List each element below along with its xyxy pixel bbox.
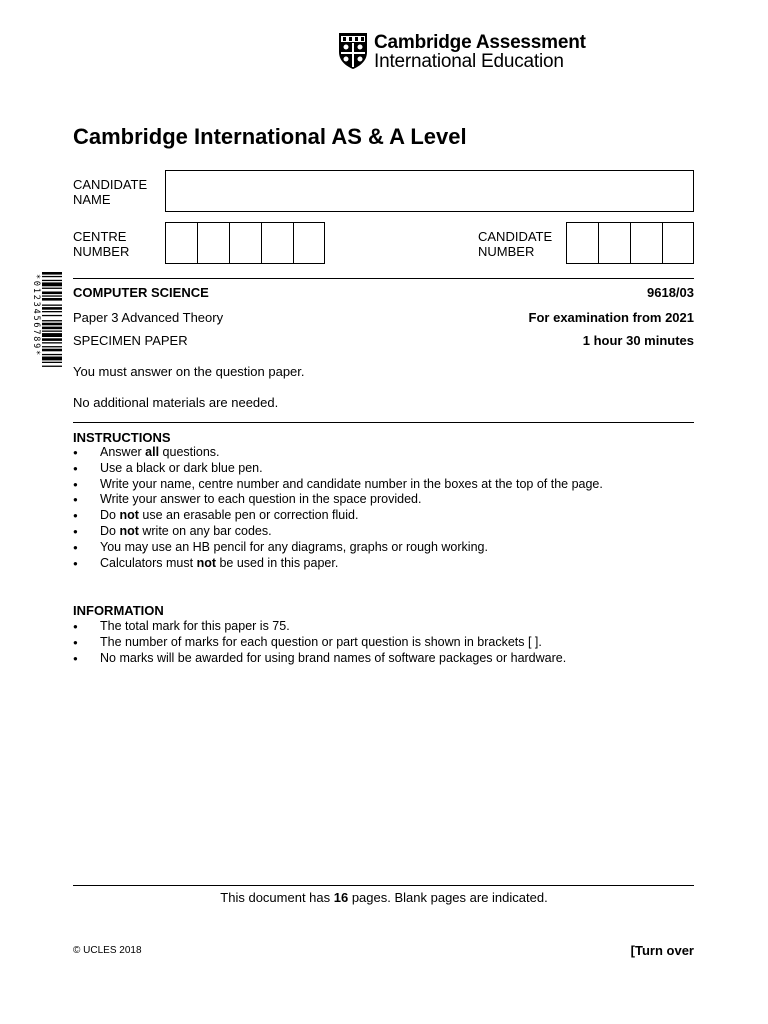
barcode-bar	[42, 276, 62, 277]
information-heading: INFORMATION	[73, 603, 164, 618]
candidate-number-label-line1: CANDIDATE	[478, 229, 553, 244]
barcode-bar	[42, 327, 62, 330]
barcode-bar	[42, 307, 62, 310]
organisation-logo	[338, 32, 588, 72]
candidate-number-label-line2: NUMBER	[478, 244, 535, 259]
exam-year: For examination from 2021	[528, 310, 694, 325]
divider-top	[73, 278, 694, 279]
barcode-bar	[42, 323, 62, 326]
information-item: ● No marks will be awarded for using brand names of software packages or hardware.	[73, 651, 566, 667]
candidate-number-digit-box[interactable]	[662, 222, 694, 264]
duration: 1 hour 30 minutes	[582, 333, 694, 348]
candidate-name-box[interactable]	[165, 170, 694, 212]
instruction-item: ● Calculators must not be used in this paper.	[73, 556, 603, 572]
barcode-bar	[42, 280, 62, 281]
centre-number-digit-box[interactable]	[165, 222, 197, 264]
materials-note: No additional materials are needed.	[73, 395, 279, 410]
barcode-bar	[42, 305, 62, 306]
paper-type: SPECIMEN PAPER	[73, 333, 188, 348]
barcode-bar	[42, 288, 62, 289]
barcode-bar	[42, 315, 62, 316]
candidate-number-boxes	[566, 222, 694, 264]
centre-number-digit-box[interactable]	[229, 222, 261, 264]
barcode-bar	[42, 295, 62, 296]
candidate-number-digit-box[interactable]	[630, 222, 662, 264]
paper-code: 9618/03	[647, 285, 694, 300]
barcode-bar	[42, 342, 62, 343]
instruction-item: ● Answer all questions.	[73, 445, 603, 461]
subject: COMPUTER SCIENCE	[73, 285, 209, 300]
centre-number-digit-box[interactable]	[293, 222, 325, 264]
paper-title: Paper 3 Advanced Theory	[73, 310, 224, 325]
barcode-bar	[42, 298, 62, 301]
turn-over: [Turn over	[630, 943, 694, 958]
centre-number-label-line1: CENTRE	[73, 229, 127, 244]
barcode-bar	[42, 320, 62, 321]
barcode-bar	[42, 292, 62, 295]
barcode-bar	[42, 282, 62, 286]
qualification-title: Cambridge International AS & A Level	[73, 124, 467, 149]
instruction-item: ● Do not write on any bar codes.	[73, 524, 603, 540]
instruction-item: ● You may use an HB pencil for any diagrams, graphs or rough working.	[73, 540, 603, 556]
barcode-bar	[42, 349, 62, 352]
candidate-number-label	[478, 229, 552, 259]
org-name-line1: Cambridge Assessment	[374, 32, 586, 53]
barcode-bar	[42, 311, 62, 312]
instruction-item: ● Write your name, centre number and candidate number in the boxes at the top of the page.	[73, 477, 603, 493]
university-crest-icon	[338, 32, 368, 70]
candidate-name-label	[73, 177, 147, 207]
barcode-bar	[42, 338, 62, 341]
barcode-bar	[42, 346, 62, 347]
information-list	[73, 619, 566, 666]
instruction-item: ● Write your answer to each question in the space provided.	[73, 492, 603, 508]
barcode	[28, 272, 64, 397]
candidate-name-label-line2: NAME	[73, 192, 111, 207]
candidate-name-label-line1: CANDIDATE	[73, 177, 148, 192]
barcode-bar	[42, 354, 62, 355]
instructions-list	[73, 445, 603, 571]
barcode-bar	[42, 333, 62, 337]
barcode-graphic	[28, 272, 64, 397]
centre-number-digit-box[interactable]	[197, 222, 229, 264]
instruction-item: ● Do not use an erasable pen or correction fluid.	[73, 508, 603, 524]
centre-number-label	[73, 229, 129, 259]
barcode-bar	[42, 272, 62, 275]
barcode-text: *0123456789*	[31, 274, 41, 358]
barcode-bar	[42, 357, 62, 361]
page-count-note: This document has 16 pages. Blank pages are indicated.	[220, 890, 548, 905]
copyright: © UCLES 2018	[73, 945, 142, 956]
information-item: ● The number of marks for each question or part question is shown in brackets [ ].	[73, 635, 566, 651]
org-name-line2: International Education	[374, 51, 564, 72]
divider-middle	[73, 422, 694, 423]
centre-number-digit-box[interactable]	[261, 222, 293, 264]
candidate-number-digit-box[interactable]	[598, 222, 630, 264]
centre-number-boxes	[165, 222, 325, 264]
barcode-bar	[42, 331, 62, 332]
instruction-item: ● Use a black or dark blue pen.	[73, 461, 603, 477]
information-item: ● The total mark for this paper is 75.	[73, 619, 566, 635]
candidate-number-digit-box[interactable]	[566, 222, 598, 264]
instructions-heading: INSTRUCTIONS	[73, 430, 171, 445]
barcode-bar	[42, 362, 62, 363]
divider-footer	[73, 885, 694, 886]
centre-number-label-line2: NUMBER	[73, 244, 130, 259]
barcode-bar	[42, 366, 62, 367]
answer-note: You must answer on the question paper.	[73, 364, 305, 379]
